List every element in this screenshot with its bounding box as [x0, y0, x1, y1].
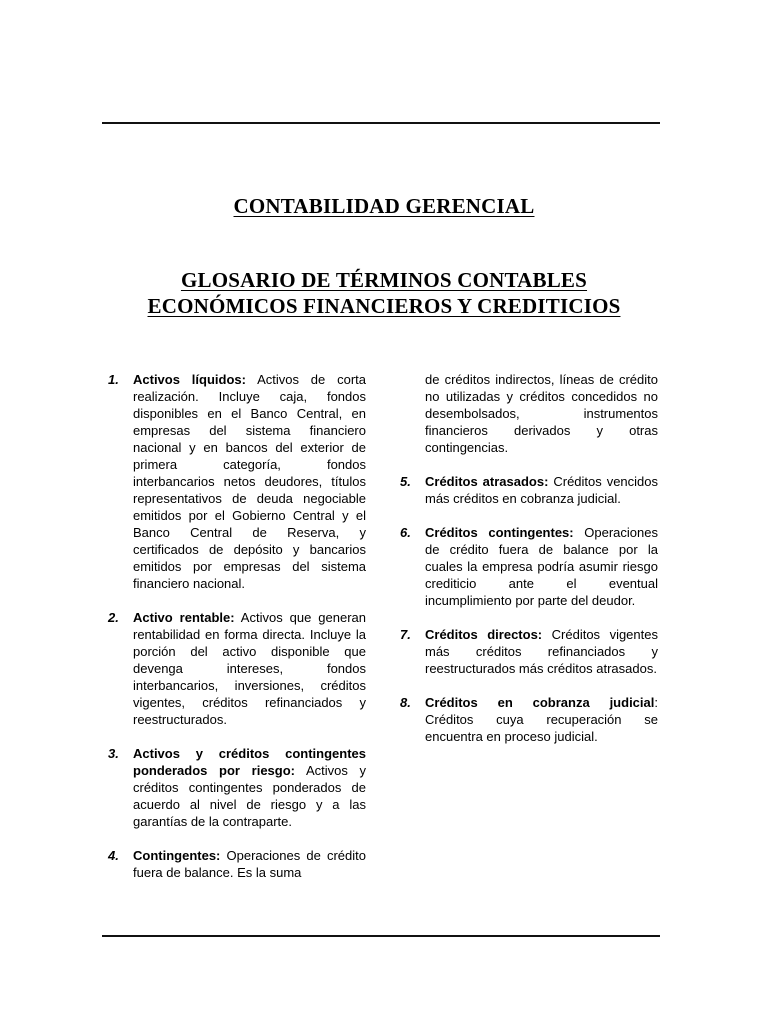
entry-term: Créditos en cobranza judicial: [425, 695, 655, 710]
entry-body: [425, 694, 658, 745]
entry-definition: Operaciones de crédito fuera de balance por la cuales la empresa podría asumir riesgo crediticio ante el eventual incumplimiento por parte del deudor.: [425, 525, 658, 608]
entry-body: [133, 745, 366, 830]
entry-body: [425, 473, 658, 507]
entry-body: [425, 524, 658, 609]
subtitle-line-2: ECONÓMICOS FINANCIEROS Y CREDITICIOS: [147, 294, 621, 318]
glossary-entry: [108, 745, 366, 830]
entry-term: Activo rentable:: [133, 610, 235, 625]
entry-term: Créditos atrasados:: [425, 474, 549, 489]
glossary-entry: [108, 609, 366, 728]
page-subtitle: [0, 267, 768, 319]
entry-term: Contingentes:: [133, 848, 221, 863]
entry-definition: Operaciones de crédito fuera de balance. Es la suma: [133, 848, 366, 880]
glossary-entry: [400, 694, 658, 745]
entry-body: [425, 626, 658, 677]
entry-definition: Activos que generan rentabilidad en forma directa. Incluye la porción del activo disponible que devenga intereses, fondos interbancarios, inversiones, créditos vigentes, créditos refinanciados y reestructurados.: [133, 610, 366, 727]
entry-definition: Créditos vencidos más créditos en cobranza judicial.: [425, 474, 658, 506]
entry-term: Créditos directos:: [425, 627, 543, 642]
entry-definition: Activos y créditos contingentes ponderados de acuerdo al nivel de riesgo y a las garantías de la contraparte.: [133, 763, 366, 829]
entry-definition: Activos de corta realización. Incluye caja, fondos disponibles en el Banco Central, en empresas del sistema financiero nacional y en bancos del exterior de primera categoría, fondos interbancarios netos deudores, títulos representativos de deuda negociable emitidos por el Gobierno Central y el Banco Central de Reserva, y certificados de depósito y bancarios emitidos por empresas del sistema financiero nacional.: [133, 372, 366, 591]
entry-number: 5.: [400, 474, 411, 489]
entry-body: [133, 609, 366, 728]
page-title: CONTABILIDAD GERENCIAL: [233, 194, 535, 218]
entry-term: Activos líquidos:: [133, 372, 246, 387]
entry-number: 4.: [108, 848, 119, 863]
entry-number: 8.: [400, 695, 411, 710]
entry-number: 2.: [108, 610, 119, 625]
entry-number: 7.: [400, 627, 411, 642]
glossary-entry: [400, 626, 658, 677]
entry-body: [133, 847, 366, 881]
glossary-entry: [400, 524, 658, 609]
entry-continuation: de créditos indirectos, líneas de crédito no utilizadas y créditos concedidos no desembolsados, instrumentos financieros derivados y otras contingencias.: [425, 372, 658, 455]
entry-number: 1.: [108, 372, 119, 387]
entry-term: Activos y créditos contingentes ponderados por riesgo:: [133, 746, 366, 778]
top-rule: [102, 122, 660, 124]
subtitle-line-1: GLOSARIO DE TÉRMINOS CONTABLES: [180, 268, 588, 292]
glossary-entry: [108, 847, 366, 881]
entry-body: [133, 371, 366, 592]
entry-term: Créditos contingentes:: [425, 525, 574, 540]
glossary-entry: [108, 371, 366, 592]
right-column: [400, 371, 658, 762]
entry-number: 3.: [108, 746, 119, 761]
left-column: [108, 371, 366, 898]
entry-definition: Créditos vigentes más créditos refinanciados y reestructurados más créditos atrasados.: [425, 627, 658, 676]
glossary-entry: [400, 473, 658, 507]
bottom-rule: [102, 935, 660, 937]
entry-number: 6.: [400, 525, 411, 540]
entry-definition: : Créditos cuya recuperación se encuentra en proceso judicial.: [425, 695, 658, 744]
